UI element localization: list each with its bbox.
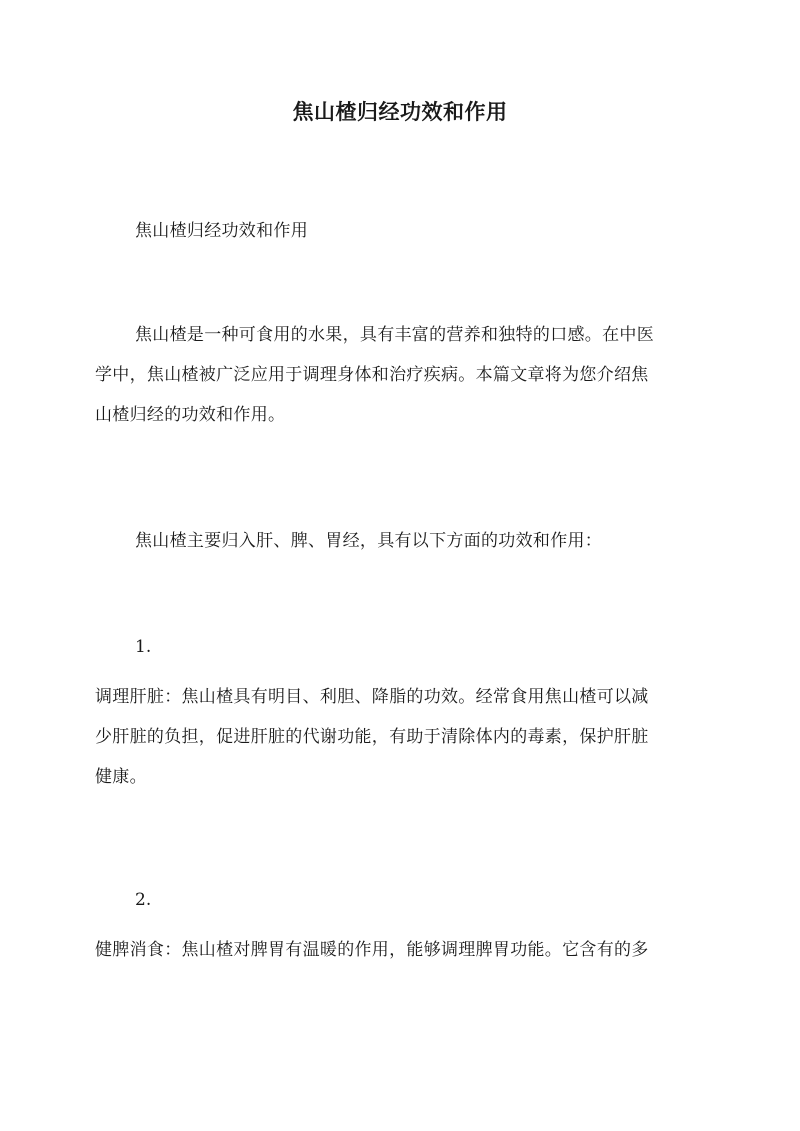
intro-line: 山楂归经的功效和作用。 xyxy=(95,405,286,425)
item-line: 健康。 xyxy=(95,767,147,787)
intro-paragraph xyxy=(95,315,705,435)
item-paragraph xyxy=(95,930,705,970)
intro-line: 焦山楂是一种可食用的水果，具有丰富的营养和独特的口感。在中医 xyxy=(135,325,654,345)
item-line: 调理肝脏：焦山楂具有明目、利胆、降脂的功效。经常食用焦山楂可以减 xyxy=(95,687,649,707)
item-paragraph xyxy=(95,677,705,797)
item-line: 少肝脏的负担，促进肝脏的代谢功能，有助于清除体内的毒素，保护肝脏 xyxy=(95,727,649,747)
meridian-statement: 焦山楂主要归入肝、脾、胃经，具有以下方面的功效和作用： xyxy=(135,531,603,551)
document-title: 焦山楂归经功效和作用 xyxy=(292,99,508,124)
intro-line: 学中，焦山楂被广泛应用于调理身体和治疗疾病。本篇文章将为您介绍焦 xyxy=(95,365,649,385)
document-subtitle: 焦山楂归经功效和作用 xyxy=(135,221,308,241)
item-line: 健脾消食：焦山楂对脾胃有温暖的作用，能够调理脾胃功能。它含有的多 xyxy=(95,940,649,960)
item-number: 1. xyxy=(135,637,152,657)
item-number: 2. xyxy=(135,890,152,910)
